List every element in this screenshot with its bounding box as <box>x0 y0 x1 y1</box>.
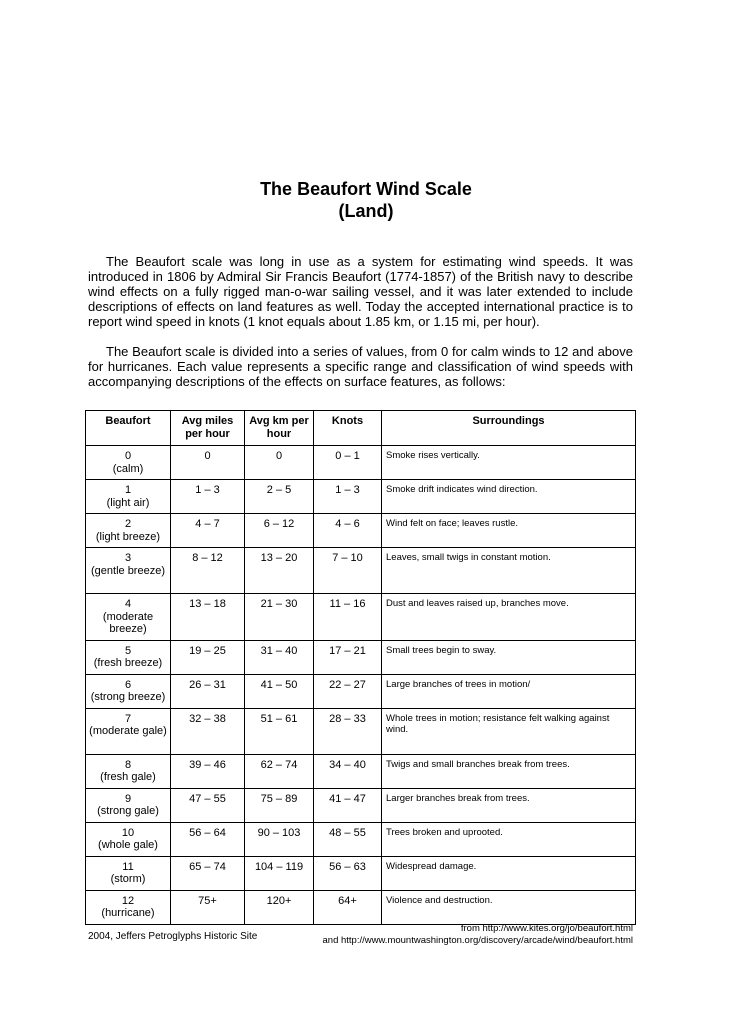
beaufort-name: (moderate gale) <box>89 725 167 737</box>
avg-mph-cell: 56 – 64 <box>171 822 245 856</box>
avg-kmh-cell: 6 – 12 <box>245 514 314 548</box>
knots-cell: 0 – 1 <box>314 446 382 480</box>
beaufort-name: (storm) <box>110 873 146 885</box>
beaufort-cell <box>86 856 171 890</box>
footer-credit: 2004, Jeffers Petroglyphs Historic Site <box>88 931 258 942</box>
knots-cell: 56 – 63 <box>314 856 382 890</box>
header-avg-kmh: Avg km per hour <box>245 411 314 446</box>
header-knots: Knots <box>314 411 382 446</box>
knots-cell: 22 – 27 <box>314 674 382 708</box>
avg-mph-cell: 1 – 3 <box>171 480 245 514</box>
beaufort-name: (hurricane) <box>101 907 155 919</box>
scale-description-paragraph: The Beaufort scale is divided into a series of values, from 0 for calm winds to 12 and above for hurricanes. Each value represents a specific range and classification of wind speeds with accompanying descriptions of the effects on surface features, as follows: <box>88 344 633 389</box>
beaufort-number: 11 <box>122 860 134 873</box>
knots-cell: 34 – 40 <box>314 754 382 788</box>
avg-kmh-cell: 51 – 61 <box>245 708 314 754</box>
beaufort-name: (fresh breeze) <box>93 657 163 669</box>
beaufort-number: 6 <box>124 678 132 691</box>
footer-source-1: from http://www.kites.org/jo/beaufort.html <box>460 923 633 934</box>
beaufort-number: 12 <box>121 894 135 907</box>
avg-mph-cell: 47 – 55 <box>171 788 245 822</box>
beaufort-cell <box>86 674 171 708</box>
knots-cell: 64+ <box>314 890 382 924</box>
surroundings-cell: Trees broken and uprooted. <box>382 822 636 856</box>
surroundings-cell: Smoke drift indicates wind direction. <box>382 480 636 514</box>
beaufort-number: 10 <box>121 826 135 839</box>
avg-mph-cell: 19 – 25 <box>171 640 245 674</box>
title-line-1: The Beaufort Wind Scale <box>260 179 472 199</box>
beaufort-name: (gentle breeze) <box>91 564 165 577</box>
beaufort-cell <box>86 480 171 514</box>
surroundings-cell: Widespread damage. <box>382 856 636 890</box>
title-line-2: (Land) <box>338 201 394 221</box>
table-row <box>86 514 636 548</box>
avg-mph-cell: 75+ <box>171 890 245 924</box>
beaufort-cell <box>86 548 171 594</box>
beaufort-number: 8 <box>124 758 132 771</box>
beaufort-name: (light air) <box>106 496 150 509</box>
table-header-row <box>86 411 636 446</box>
surroundings-cell: Whole trees in motion; resistance felt walking against wind. <box>382 708 636 754</box>
table-row <box>86 754 636 788</box>
table-row <box>86 856 636 890</box>
beaufort-number: 3 <box>124 552 132 564</box>
avg-kmh-cell: 41 – 50 <box>245 674 314 708</box>
knots-cell: 4 – 6 <box>314 514 382 548</box>
avg-kmh-cell: 104 – 119 <box>245 856 314 890</box>
beaufort-name: (calm) <box>112 462 144 475</box>
beaufort-cell <box>86 640 171 674</box>
table-row <box>86 594 636 641</box>
document-title <box>0 178 732 222</box>
avg-kmh-cell: 2 – 5 <box>245 480 314 514</box>
beaufort-cell <box>86 890 171 924</box>
table-row <box>86 446 636 480</box>
avg-kmh-cell: 13 – 20 <box>245 548 314 594</box>
beaufort-name: (moderate breeze) <box>102 610 154 635</box>
beaufort-number: 5 <box>124 644 132 657</box>
surroundings-cell: Twigs and small branches break from trees. <box>382 754 636 788</box>
beaufort-number: 7 <box>124 712 132 725</box>
beaufort-cell <box>86 788 171 822</box>
knots-cell: 28 – 33 <box>314 708 382 754</box>
table-row <box>86 708 636 754</box>
avg-mph-cell: 65 – 74 <box>171 856 245 890</box>
table-row <box>86 788 636 822</box>
beaufort-number: 1 <box>124 484 132 496</box>
header-avg-mph: Avg miles per hour <box>171 411 245 446</box>
beaufort-cell <box>86 708 171 754</box>
surroundings-cell: Larger branches break from trees. <box>382 788 636 822</box>
avg-kmh-cell: 75 – 89 <box>245 788 314 822</box>
beaufort-name: (whole gale) <box>98 839 158 851</box>
surroundings-cell: Small trees begin to sway. <box>382 640 636 674</box>
knots-cell: 17 – 21 <box>314 640 382 674</box>
beaufort-number: 0 <box>124 450 132 462</box>
beaufort-name: (light breeze) <box>95 530 161 543</box>
knots-cell: 7 – 10 <box>314 548 382 594</box>
surroundings-cell: Leaves, small twigs in constant motion. <box>382 548 636 594</box>
avg-kmh-cell: 21 – 30 <box>245 594 314 641</box>
footer-sources <box>323 923 634 947</box>
footer-source-2: and http://www.mountwashington.org/discovery/arcade/wind/beaufort.html <box>322 935 633 946</box>
knots-cell: 11 – 16 <box>314 594 382 641</box>
avg-mph-cell: 8 – 12 <box>171 548 245 594</box>
table-body <box>86 446 636 925</box>
knots-cell: 48 – 55 <box>314 822 382 856</box>
table-row <box>86 548 636 594</box>
avg-kmh-cell: 62 – 74 <box>245 754 314 788</box>
header-beaufort: Beaufort <box>86 411 171 446</box>
beaufort-cell <box>86 594 171 641</box>
beaufort-cell <box>86 446 171 480</box>
table-row <box>86 480 636 514</box>
avg-mph-cell: 26 – 31 <box>171 674 245 708</box>
beaufort-number: 4 <box>124 598 132 610</box>
avg-mph-cell: 13 – 18 <box>171 594 245 641</box>
avg-mph-cell: 0 <box>171 446 245 480</box>
table-row <box>86 674 636 708</box>
beaufort-number: 2 <box>124 518 132 530</box>
header-surroundings: Surroundings <box>382 411 636 446</box>
surroundings-cell: Dust and leaves raised up, branches move. <box>382 594 636 641</box>
table-row <box>86 640 636 674</box>
avg-kmh-cell: 0 <box>245 446 314 480</box>
beaufort-cell <box>86 754 171 788</box>
avg-mph-cell: 32 – 38 <box>171 708 245 754</box>
surroundings-cell: Smoke rises vertically. <box>382 446 636 480</box>
beaufort-number: 9 <box>124 792 132 805</box>
surroundings-cell: Violence and destruction. <box>382 890 636 924</box>
beaufort-name: (strong breeze) <box>90 691 166 703</box>
avg-kmh-cell: 31 – 40 <box>245 640 314 674</box>
beaufort-cell <box>86 822 171 856</box>
table-row <box>86 822 636 856</box>
avg-mph-cell: 4 – 7 <box>171 514 245 548</box>
table-row <box>86 890 636 924</box>
beaufort-name: (fresh gale) <box>100 771 156 783</box>
knots-cell: 1 – 3 <box>314 480 382 514</box>
surroundings-cell: Large branches of trees in motion/ <box>382 674 636 708</box>
knots-cell: 41 – 47 <box>314 788 382 822</box>
beaufort-table <box>85 410 636 925</box>
beaufort-name: (strong gale) <box>97 805 159 817</box>
avg-kmh-cell: 120+ <box>245 890 314 924</box>
avg-kmh-cell: 90 – 103 <box>245 822 314 856</box>
beaufort-cell <box>86 514 171 548</box>
intro-paragraph: The Beaufort scale was long in use as a system for estimating wind speeds. It was introduced in 1806 by Admiral Sir Francis Beaufort (1774-1857) of the British navy to describe wind effects on a fully rigged man-o-war sailing vessel, and it was later extended to include descriptions of effects on land features as well. Today the accepted international practice is to report wind speed in knots (1 knot equals about 1.85 km, or 1.15 mi, per hour). <box>88 254 633 329</box>
surroundings-cell: Wind felt on face; leaves rustle. <box>382 514 636 548</box>
avg-mph-cell: 39 – 46 <box>171 754 245 788</box>
